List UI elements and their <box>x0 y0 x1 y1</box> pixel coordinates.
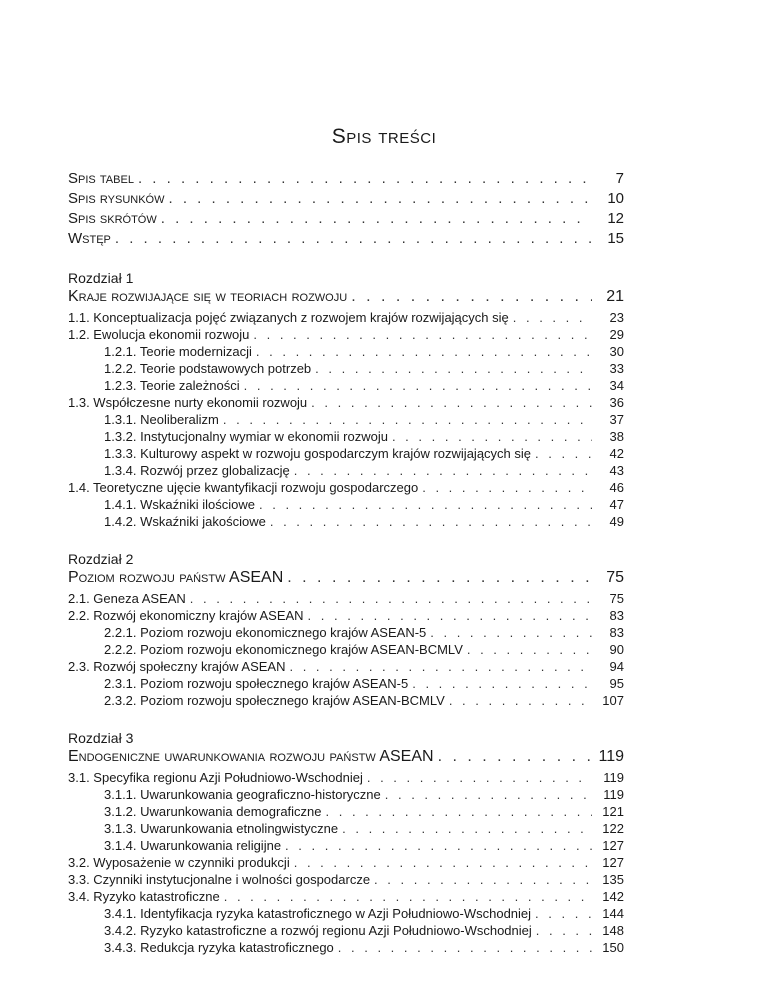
toc-entry-page: 127 <box>602 855 624 870</box>
dot-leader <box>536 923 592 938</box>
dot-leader <box>438 748 592 766</box>
toc-entry-page: 49 <box>609 514 624 529</box>
toc-subsection-entry <box>68 378 624 395</box>
toc-entry-label: 1.3. Współczesne nurty ekonomii rozwoju <box>68 395 308 410</box>
toc-section-entry <box>68 591 624 608</box>
dot-leader <box>374 872 592 887</box>
toc-entry-page: 38 <box>609 429 624 444</box>
toc-entry-label: 1.1. Konceptualizacja pojęć związanych z rozwojem krajów rozwijających się <box>68 310 509 325</box>
toc-entry-page: 83 <box>609 625 624 640</box>
dot-leader <box>161 210 592 227</box>
toc-entry-page: 83 <box>609 608 624 623</box>
toc-entry-label: 3.4.1. Identyfikacja ryzyka katastroficznego w Azji Południowo-Wschodniej <box>104 906 532 921</box>
dot-leader <box>115 230 592 247</box>
toc-subsection-entry <box>68 625 624 642</box>
toc-entry-page: 29 <box>609 327 624 342</box>
toc-subsection-entry <box>68 514 624 531</box>
dot-leader <box>430 625 592 640</box>
toc-entry-label: 1.3.2. Instytucjonalny wymiar w ekonomii rozwoju <box>104 429 388 444</box>
table-of-contents <box>68 170 624 957</box>
section-gap <box>68 250 624 268</box>
dot-leader <box>308 608 592 623</box>
toc-entry-label: Poziom rozwoju państw ASEAN <box>68 569 284 586</box>
toc-entry-page: 10 <box>607 190 624 207</box>
toc-entry-label: Kraje rozwijające się w teoriach rozwoju <box>68 288 348 305</box>
dot-leader <box>367 770 592 785</box>
dot-leader <box>449 693 592 708</box>
toc-subsection-entry <box>68 821 624 838</box>
toc-entry-label: 1.2.3. Teorie zależności <box>104 378 240 393</box>
toc-subsection-entry <box>68 804 624 821</box>
dot-leader <box>259 497 592 512</box>
dot-leader <box>422 480 592 495</box>
dot-leader <box>392 429 592 444</box>
toc-entry-label: 3.1.2. Uwarunkowania demograficzne <box>104 804 322 819</box>
toc-entry-page: 42 <box>609 446 624 461</box>
toc-section-entry <box>68 855 624 872</box>
chapter-title-entry <box>68 748 624 770</box>
toc-entry-page: 12 <box>607 210 624 227</box>
chapter-title-entry <box>68 569 624 591</box>
dot-leader <box>311 395 592 410</box>
toc-entry-label: 3.1.4. Uwarunkowania religijne <box>104 838 282 853</box>
toc-entry-page: 33 <box>609 361 624 376</box>
toc-subsection-entry <box>68 497 624 514</box>
toc-subsection-entry <box>68 344 624 361</box>
chapter-heading: Rozdział 3 <box>68 730 134 746</box>
toc-entry-page: 95 <box>609 676 624 691</box>
dot-leader <box>351 288 592 306</box>
toc-entry-label: 2.2.1. Poziom rozwoju ekonomicznego krajów ASEAN-5 <box>104 625 427 640</box>
toc-entry-page: 107 <box>602 693 624 708</box>
toc-subsection-entry <box>68 906 624 923</box>
toc-entry-label: Spis rysunków <box>68 190 165 207</box>
toc-entry-page: 119 <box>603 770 624 785</box>
dot-leader <box>287 569 592 587</box>
dot-leader <box>513 310 592 325</box>
toc-section-entry <box>68 480 624 497</box>
toc-entry-page: 75 <box>606 569 624 586</box>
toc-entry-label: 1.3.1. Neoliberalizm <box>104 412 219 427</box>
toc-subsection-entry <box>68 412 624 429</box>
dot-leader <box>342 821 592 836</box>
toc-entry-label: 2.1. Geneza ASEAN <box>68 591 186 606</box>
toc-entry-label: 3.3. Czynniki instytucjonalne i wolności gospodarcze <box>68 872 371 887</box>
toc-entry-page: 23 <box>609 310 624 325</box>
toc-entry-label: 1.4.2. Wskaźniki jakościowe <box>104 514 266 529</box>
toc-entry-page: 90 <box>609 642 624 657</box>
toc-entry-label: 1.2.2. Teorie podstawowych potrzeb <box>104 361 312 376</box>
dot-leader <box>294 855 592 870</box>
toc-entry-page: 148 <box>602 923 624 938</box>
dot-leader <box>338 940 592 955</box>
toc-entry-page: 119 <box>603 787 624 802</box>
toc-front-entry <box>68 190 624 210</box>
toc-subsection-entry <box>68 838 624 855</box>
toc-entry-page: 121 <box>602 804 624 819</box>
dot-leader <box>535 906 592 921</box>
toc-section-entry <box>68 889 624 906</box>
toc-subsection-entry <box>68 463 624 480</box>
toc-entry-page: 7 <box>615 170 624 187</box>
toc-entry-page: 150 <box>602 940 624 955</box>
toc-entry-label: Endogeniczne uwarunkowania rozwoju państw ASEAN <box>68 748 434 765</box>
toc-entry-label: 1.2. Ewolucja ekonomii rozwoju <box>68 327 250 342</box>
toc-entry-page: 34 <box>609 378 624 393</box>
toc-entry-label: 1.3.4. Rozwój przez globalizację <box>104 463 290 478</box>
toc-entry-page: 127 <box>602 838 624 853</box>
toc-entry-page: 46 <box>609 480 624 495</box>
toc-entry-label: 1.3.3. Kulturowy aspekt w rozwoju gospodarczym krajów rozwijających się <box>104 446 532 461</box>
dot-leader <box>138 170 592 187</box>
chapter-heading: Rozdział 1 <box>68 270 134 286</box>
toc-subsection-entry <box>68 923 624 940</box>
toc-entry-label: 2.3. Rozwój społeczny krajów ASEAN <box>68 659 286 674</box>
toc-entry-label: 3.4.3. Redukcja ryzyka katastroficznego <box>104 940 334 955</box>
toc-subsection-entry <box>68 429 624 446</box>
toc-entry-label: Spis tabel <box>68 170 134 187</box>
dot-leader <box>535 446 592 461</box>
toc-subsection-entry <box>68 676 624 693</box>
toc-entry-label: 2.2. Rozwój ekonomiczny krajów ASEAN <box>68 608 304 623</box>
dot-leader <box>467 642 592 657</box>
toc-subsection-entry <box>68 361 624 378</box>
toc-subsection-entry <box>68 446 624 463</box>
toc-entry-page: 47 <box>609 497 624 512</box>
section-gap <box>68 531 624 549</box>
toc-section-entry <box>68 872 624 889</box>
toc-subsection-entry <box>68 787 624 804</box>
dot-leader <box>294 463 592 478</box>
dot-leader <box>224 889 592 904</box>
dot-leader <box>244 378 592 393</box>
dot-leader <box>385 787 592 802</box>
toc-entry-page: 36 <box>609 395 624 410</box>
chapter-heading: Rozdział 2 <box>68 551 134 567</box>
dot-leader <box>412 676 592 691</box>
dot-leader <box>223 412 592 427</box>
dot-leader <box>253 327 592 342</box>
toc-front-entry <box>68 230 624 250</box>
dot-leader <box>270 514 592 529</box>
section-gap <box>68 710 624 728</box>
toc-entry-page: 37 <box>609 412 624 427</box>
toc-entry-label: 2.3.2. Poziom rozwoju społecznego krajów ASEAN-BCMLV <box>104 693 445 708</box>
toc-entry-label: 3.1.1. Uwarunkowania geograficzno-historyczne <box>104 787 381 802</box>
toc-entry-page: 135 <box>602 872 624 887</box>
toc-section-entry <box>68 327 624 344</box>
dot-leader <box>326 804 592 819</box>
dot-leader <box>190 591 592 606</box>
toc-entry-label: 1.4. Teoretyczne ujęcie kwantyfikacji rozwoju gospodarczego <box>68 480 419 495</box>
toc-entry-label: Wstęp <box>68 230 111 247</box>
toc-section-entry <box>68 770 624 787</box>
toc-entry-label: 2.2.2. Poziom rozwoju ekonomicznego krajów ASEAN-BCMLV <box>104 642 463 657</box>
toc-entry-page: 43 <box>609 463 624 478</box>
toc-entry-label: 1.2.1. Teorie modernizacji <box>104 344 252 359</box>
dot-leader <box>168 190 592 207</box>
dot-leader <box>315 361 592 376</box>
toc-entry-label: 3.4.2. Ryzyko katastroficzne a rozwój regionu Azji Południowo-Wschodniej <box>104 923 532 938</box>
toc-entry-page: 21 <box>606 288 624 305</box>
page-title: Spis treści <box>331 125 437 148</box>
toc-front-entry <box>68 170 624 190</box>
toc-entry-page: 75 <box>609 591 624 606</box>
dot-leader <box>285 838 592 853</box>
toc-entry-label: Spis skrótów <box>68 210 157 227</box>
toc-entry-label: 3.4. Ryzyko katastroficzne <box>68 889 220 904</box>
toc-subsection-entry <box>68 940 624 957</box>
toc-entry-label: 1.4.1. Wskaźniki ilościowe <box>104 497 255 512</box>
toc-entry-page: 30 <box>609 344 624 359</box>
toc-entry-page: 144 <box>602 906 624 921</box>
toc-entry-label: 3.2. Wyposażenie w czynniki produkcji <box>68 855 290 870</box>
toc-entry-page: 15 <box>607 230 624 247</box>
dot-leader <box>256 344 592 359</box>
toc-section-entry <box>68 659 624 676</box>
toc-entry-page: 119 <box>598 748 624 765</box>
toc-section-entry <box>68 395 624 412</box>
toc-section-entry <box>68 608 624 625</box>
toc-section-entry <box>68 310 624 327</box>
toc-entry-label: 2.3.1. Poziom rozwoju społecznego krajów ASEAN-5 <box>104 676 409 691</box>
toc-entry-page: 94 <box>609 659 624 674</box>
toc-entry-label: 3.1. Specyfika regionu Azji Południowo-Wschodniej <box>68 770 363 785</box>
toc-subsection-entry <box>68 642 624 659</box>
toc-front-entry <box>68 210 624 230</box>
toc-entry-label: 3.1.3. Uwarunkowania etnolingwistyczne <box>104 821 339 836</box>
toc-subsection-entry <box>68 693 624 710</box>
chapter-title-entry <box>68 288 624 310</box>
toc-entry-page: 142 <box>602 889 624 904</box>
toc-entry-page: 122 <box>602 821 624 836</box>
dot-leader <box>289 659 592 674</box>
